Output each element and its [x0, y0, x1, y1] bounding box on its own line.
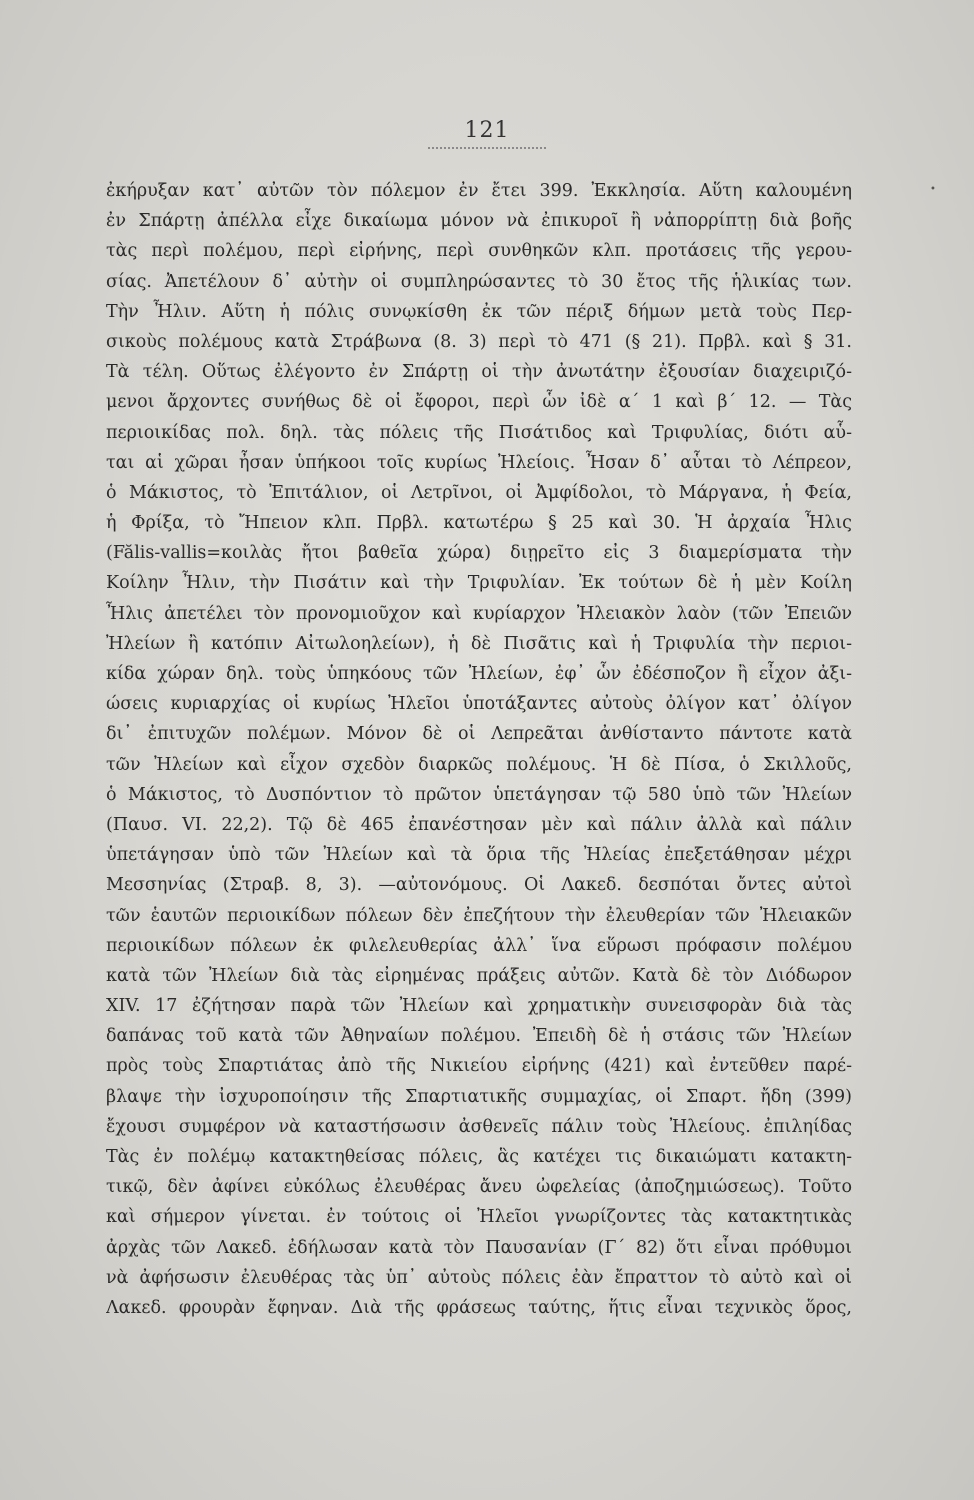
text-line: καὶ σήμερον γίνεται. ἐν τούτοις οἱ Ἠλεῖοι γνωρίζοντες τὰς κατακτητικὰς — [106, 1207, 852, 1228]
text-line: Λακεδ. φρουρὰν ἔφηναν. Διὰ τῆς φράσεως ταύτης, ἥτις εἶναι τεχνικὸς ὅρος, — [106, 1297, 852, 1318]
text-line: Ἠλείων ἢ κατόπιν Αἰτωλοηλείων), ἡ δὲ Πισᾶτις καὶ ἡ Τριφυλία τὴν περιοι- — [106, 633, 852, 654]
body-text — [106, 176, 852, 1323]
page-number: 121 — [464, 118, 510, 143]
text-line: σικοὺς πολέμους κατὰ Στράβωνα (8. 3) περὶ τὸ 471 (§ 21). Πρβλ. καὶ § 31. — [106, 331, 852, 352]
text-line: Ἦλις ἀπετέλει τὸν προνομιοῦχον καὶ κυρίαρχον Ἠλειακὸν λαὸν (τῶν Ἐπειῶν — [106, 603, 852, 624]
text-line: ώσεις κυριαρχίας οἱ κυρίως Ἠλεῖοι ὑποτάξαντες αὐτοὺς ὀλίγον κατ᾽ ὀλίγον — [106, 694, 852, 715]
text-line: (Παυσ. VI. 22,2). Τῷ δὲ 465 ἐπανέστησαν μὲν καὶ πάλιν ἀλλὰ καὶ πάλιν — [106, 814, 852, 835]
text-line: ὑπετάγησαν ὑπὸ τῶν Ἠλείων καὶ τὰ ὅρια τῆς Ἠλείας ἐπεξετάθησαν μέχρι — [106, 845, 852, 866]
text-line: XIV. 17 ἐζήτησαν παρὰ τῶν Ἠλείων καὶ χρηματικὴν συνεισφορὰν διὰ τὰς — [106, 996, 852, 1017]
text-line: δαπάνας τοῦ κατὰ τῶν Ἀθηναίων πολέμου. Ἐπειδὴ δὲ ἡ στάσις τῶν Ἠλείων — [106, 1026, 852, 1047]
text-line: δι᾽ ἐπιτυχῶν πολέμων. Μόνον δὲ οἱ Λεπρεᾶται ἀνθίσταντο πάντοτε κατὰ — [106, 724, 852, 745]
text-line: (Fălis-vallis=κοιλὰς ἤτοι βαθεῖα χώρα) διῃρεῖτο εἰς 3 διαμερίσματα τὴν — [106, 543, 852, 564]
text-line: βλαψε τὴν ἰσχυροποίησιν τῆς Σπαρτιατικῆς συμμαχίας, οἱ Σπαρτ. ἤδη (399) — [106, 1086, 852, 1107]
text-line: πρὸς τοὺς Σπαρτιάτας ἀπὸ τῆς Νικιείου εἰρήνης (421) καὶ ἐντεῦθεν παρέ- — [106, 1056, 852, 1077]
text-line: νὰ ἀφήσωσιν ἐλευθέρας τὰς ὑπ᾽ αὐτοὺς πόλεις ἐὰν ἔπραττον τὸ αὐτὸ καὶ οἱ — [106, 1267, 852, 1288]
text-line: Μεσσηνίας (Στραβ. 8, 3). —αὐτονόμους. Οἱ Λακεδ. δεσπόται ὄντες αὐτοὶ — [106, 875, 852, 896]
text-line: Κοίλην Ἦλιν, τὴν Πισάτιν καὶ τὴν Τριφυλίαν. Ἐκ τούτων δὲ ἡ μὲν Κοίλη — [106, 573, 852, 594]
text-line: περιοικίδας πολ. δηλ. τὰς πόλεις τῆς Πισάτιδος καὶ Τριφυλίας, διότι αὗ- — [106, 422, 852, 443]
text-line: περιοικίδων πόλεων ἐκ φιλελευθερίας ἀλλ᾽ ἵνα εὕρωσι πρόφασιν πολέμου — [106, 935, 852, 956]
text-line: μενοι ἄρχοντες συνήθως δὲ οἱ ἔφοροι, περὶ ὧν ἰδὲ α´ 1 καὶ β´ 12. — Τὰς — [106, 392, 852, 413]
text-line: σίας. Ἀπετέλουν δ᾽ αὐτὴν οἱ συμπληρώσαντες τὸ 30 ἔτος τῆς ἡλικίας των. — [106, 271, 852, 292]
margin-mark: • — [930, 184, 936, 195]
text-line: τὰς περὶ πολέμου, περὶ εἰρήνης, περὶ συνθηκῶν κλπ. προτάσεις τῆς γερου- — [106, 241, 852, 262]
text-line: κίδα χώραν δηλ. τοὺς ὑπηκόους τῶν Ἠλείων, ἐφ᾽ ὧν ἐδέσποζον ἢ εἶχον ἀξι- — [106, 664, 852, 684]
text-line: τικῷ, δὲν ἀφίνει εὐκόλως ἐλευθέρας ἄνευ ὠφελείας (ἀποζημιώσεως). Τοῦτο — [106, 1177, 852, 1198]
text-line: τῶν Ἠλείων καὶ εἶχον σχεδὸν διαρκῶς πολέμους. Ἡ δὲ Πίσα, ὁ Σκιλλοῦς, — [106, 754, 852, 775]
text-line: Τὰ τέλη. Οὕτως ἐλέγοντο ἐν Σπάρτῃ οἱ τὴν ἀνωτάτην ἐξουσίαν διαχειριζό- — [106, 362, 852, 383]
header-rule — [428, 147, 546, 149]
text-line: ὁ Μάκιστος, τὸ Δυσπόντιον τὸ πρῶτον ὑπετάγησαν τῷ 580 ὑπὸ τῶν Ἠλείων — [106, 784, 852, 805]
text-line: ἔχουσι συμφέρον νὰ καταστήσωσιν ἀσθενεῖς πάλιν τοὺς Ἠλείους. ἐπιληίδας — [106, 1116, 852, 1137]
text-line: ἀρχὰς τῶν Λακεδ. ἐδήλωσαν κατὰ τὸν Παυσανίαν (Γ´ 82) ὅτι εἶναι πρόθυμοι — [106, 1237, 852, 1258]
text-line: ἐκήρυξαν κατ᾽ αὐτῶν τὸν πόλεμον ἐν ἔτει 399. Ἐκκλησία. Αὕτη καλουμένη — [106, 181, 852, 201]
text-line: ἡ Φρίξα, τὸ Ἤπειον κλπ. Πρβλ. κατωτέρω § 25 καὶ 30. Ἡ ἀρχαία Ἦλις — [106, 513, 852, 534]
text-line: τῶν ἑαυτῶν περιοικίδων πόλεων δὲν ἐπεζήτουν τὴν ἐλευθερίαν τῶν Ἠλειακῶν — [106, 905, 852, 926]
text-line: Τὴν Ἦλιν. Αὕτη ἡ πόλις συνῳκίσθη ἐκ τῶν πέριξ δήμων μετὰ τοὺς Περ- — [106, 301, 852, 322]
text-line: ται αἱ χῶραι ἦσαν ὑπήκοοι τοῖς κυρίως Ἠλείοις. Ἦσαν δ᾽ αὗται τὸ Λέπρεον, — [106, 452, 852, 473]
text-line: ἐν Σπάρτῃ ἀπέλλα εἶχε δικαίωμα μόνον νὰ ἐπικυροῖ ἢ νἀπορρίπτῃ διὰ βοῆς — [106, 211, 852, 232]
text-line: ὁ Μάκιστος, τὸ Ἐπιτάλιον, οἱ Λετρῖνοι, οἱ Ἀμφίδολοι, τὸ Μάργανα, ἡ Φεία, — [106, 482, 852, 503]
text-line: Τὰς ἐν πολέμῳ κατακτηθείσας πόλεις, ἃς κατέχει τις δικαιώματι κατακτη- — [106, 1147, 852, 1167]
text-line: κατὰ τῶν Ἠλείων διὰ τὰς εἰρημένας πράξεις αὐτῶν. Κατὰ δὲ τὸν Διόδωρον — [106, 965, 852, 986]
